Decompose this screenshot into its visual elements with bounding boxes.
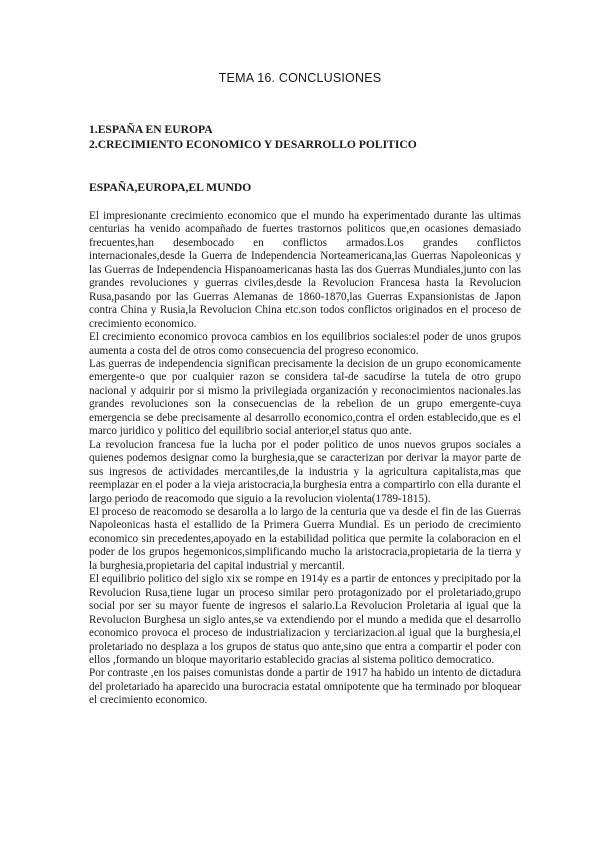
- paragraph: El impresionante crecimiento economico que el mundo ha experimentado durante las ultimas centurias ha venido acompañado de fuertes trastornos politicos que,en ocasiones demasiado frecuentes,han desembocado en conflictos armados.Los grandes conflictos internacionales,desde la Guerra de Independencia Norteamericana,las Guerras Napoleonicas y las Guerras de Independencia Hispanoamericanas hasta las dos Guerras Mundiales,junto con las grandes revoluciones y guerras civiles,desde la Revolucion Francesa hasta la Revolucion Rusa,pasando por las Guerras Alemanas de 1860-1870,las Guerras Expansionistas de Japon contra China y Rusia,la Revolucion China etc.son todos conflictos originados en el proceso de crecimiento economico.: [89, 210, 521, 330]
- toc-item: 2.CRECIMIENTO ECONOMICO Y DESARROLLO POLITICO: [89, 137, 417, 151]
- body-text: [89, 210, 521, 708]
- paragraph: El proceso de reacomodo se desarolla a lo largo de la centuria que va desde el fin de las Guerras Napoleonicas hasta el estallido de la Primera Guerra Mundial. Es un periodo de crecimiento economico sin precedentes,apoyado en la estabilidad politica que permite la colaboracion en el poder de los grupos hegemonicos,simplificando mucho la aristocracia,propietaria de la tierra y la burghesia,propietaria del capital industrial y mercantil.: [89, 505, 521, 572]
- paragraph: Por contraste ,en los paises comunistas donde a partir de 1917 ha habido un intento de dictadura del proletariado ha aparecido una burocracia estatal omnipotente que ha terminado por bloquear el crecimiento economico.: [89, 667, 521, 707]
- paragraph: Las guerras de independencia significan precisamente la decision de un grupo economicamente emergente-o que por cualquier razon se considera tal-de sacudirse la tutela de otro grupo nacional y adquirir por si mismo la privilegiada organización y reconocimientos nacionales.las grandes revoluciones son la consecuencias de la rebelion de un grupo emergente-cuya emergencia se debe precisamente al desarrollo economico,contra el orden establecido,que es el marco juridico y politico del equilibrio social anterior,el status quo ante.: [89, 357, 521, 438]
- page-title: TEMA 16. CONCLUSIONES: [218, 71, 382, 85]
- paragraph: La revolucion francesa fue la lucha por el poder politico de unos nuevos grupos sociales a quienes podemos designar como la burghesia,que se caracterizan por derivar la mayor parte de sus ingresos de actividades mercantiles,de la industria y la agricultura capitalista,mas que reemplazar en el poder a la vieja aristocracia,la burghesia entra a compartirlo con ella durante el largo periodo de reacomodo que siguio a la revolucion violenta(1789-1815).: [89, 438, 521, 505]
- section-heading: ESPAÑA,EUROPA,EL MUNDO: [89, 181, 252, 194]
- table-of-contents: [89, 123, 417, 152]
- paragraph: El equilibrio politico del siglo xix se rompe en 1914y es a partir de entonces y precipitado por la Revolucion Rusa,tiene lugar un proceso similar pero protagonizado por el proletariado,grupo social por ser su mayor fuente de ingresos el salario.La Revolucion Proletaria al igual que la Revolucion Burghesa un siglo antes,se va extendiendo por el mundo a medida que el desarrollo economico provoca el proceso de industrializacion y terciarizacion.al igual que la burghesia,el proletariado no desplaza a los grupos de status quo ante,sino que entra a compartir el poder con ellos ,formando un bloque mayoritario establecido gracias al sistema politico democratico.: [89, 573, 521, 666]
- toc-item: 1.ESPAÑA EN EUROPA: [89, 123, 213, 136]
- paragraph: El crecimiento economico provoca cambios en los equilibrios sociales:el poder de unos grupos aumenta a costa del de otros como consecuencia del progreso economico.: [89, 331, 521, 357]
